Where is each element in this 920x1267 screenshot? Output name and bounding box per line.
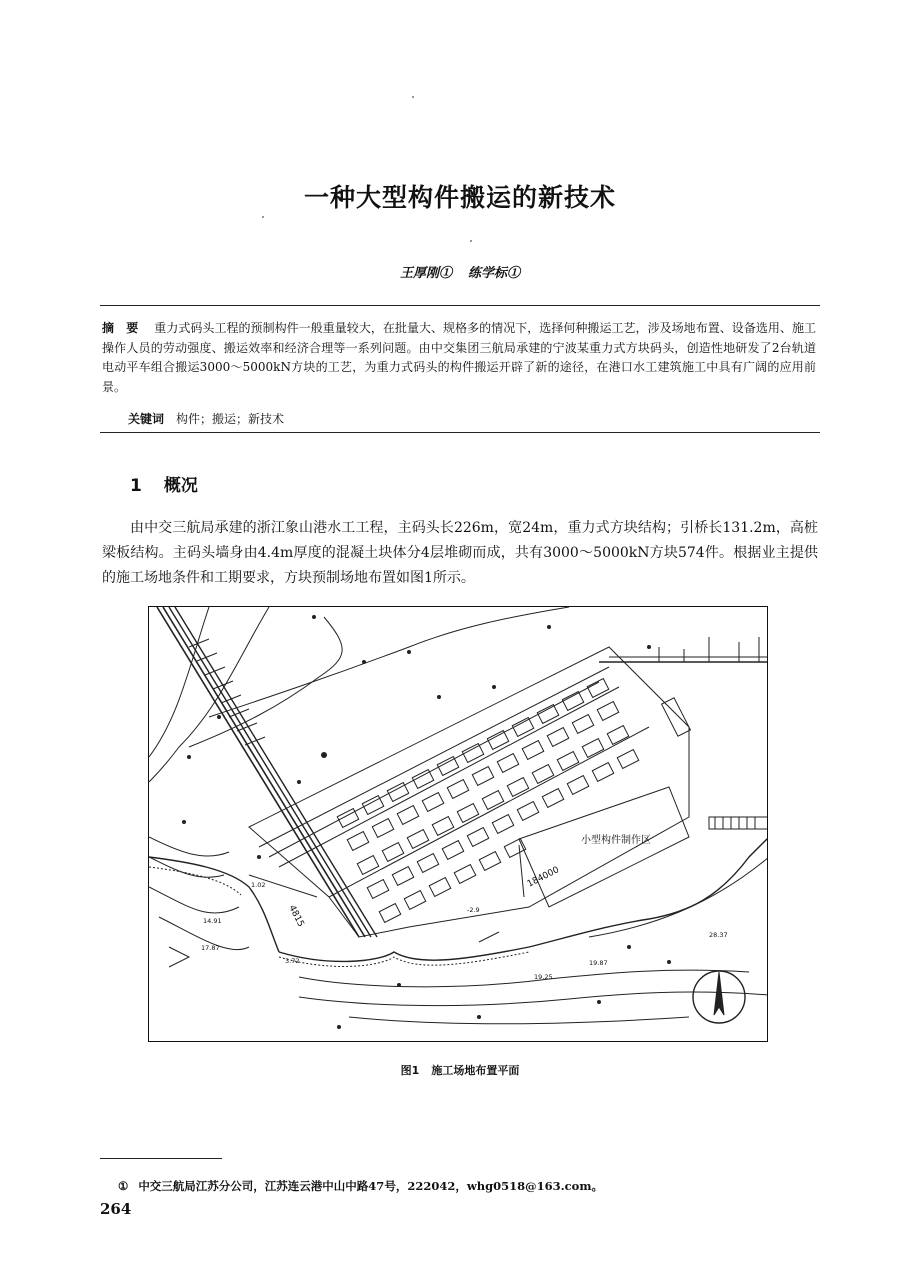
site-layout-drawing <box>149 607 768 1042</box>
footnote-mark: ① <box>118 1179 129 1193</box>
author-line <box>0 262 920 281</box>
elevation-1: 1.02 <box>251 881 266 889</box>
footnote-rule <box>100 1158 222 1159</box>
section-title: 概况 <box>163 476 198 496</box>
dimension-long: 184000 <box>525 865 561 890</box>
footnote-text: 中交三航局江苏分公司，江苏连云港中山中路47号，222042，whg0518@163.com。 <box>138 1179 603 1193</box>
scan-speck <box>262 216 264 218</box>
site-layout-figure <box>148 606 768 1042</box>
elevation-8: 19.87 <box>589 959 608 967</box>
elevation-2: 14.91 <box>203 917 222 925</box>
elevation-4: 3.72 <box>285 957 300 965</box>
abstract-bottom-rule <box>100 432 820 433</box>
scan-speck <box>412 96 414 98</box>
keywords <box>128 410 284 427</box>
elevation-3: 17.87 <box>201 944 220 952</box>
section-number: 1 <box>130 476 142 496</box>
author-1: 王厚刚① <box>399 266 452 281</box>
section-paragraph: 由中交三航局承建的浙江象山港水工工程，主码头长226m，宽24m，重力式方块结构；引桥长131.2m，高桩梁板结构。主码头墙身由4.4m厚度的混凝土块体分4层堆砌而成，共有3000～5000kN方块574件。根据业主提供的施工场地条件和工期要求，方块预制场地布置如图1所示。 <box>102 520 818 586</box>
elevation-6: 28.37 <box>709 931 728 939</box>
scan-speck <box>470 240 472 242</box>
keywords-label: 关键词 <box>128 412 165 426</box>
keywords-text: 构件；搬运；新技术 <box>176 412 285 426</box>
footnote <box>118 1178 603 1194</box>
figure-number: 图1 <box>400 1064 420 1077</box>
page-number: 264 <box>100 1200 132 1218</box>
abstract-label: 摘 要 <box>102 321 143 335</box>
elevation-5: -2.9 <box>467 906 480 914</box>
article-title: 一种大型构件搬运的新技术 <box>303 183 616 212</box>
figure-caption <box>0 1062 920 1078</box>
abstract <box>102 319 816 397</box>
small-component-area-label: 小型构件制作区 <box>581 835 651 846</box>
author-2: 练学标① <box>468 266 521 281</box>
elevation-7: 19.25 <box>534 973 553 981</box>
abstract-text: 重力式码头工程的预制构件一般重量较大，在批量大、规格多的情况下，选择何种搬运工艺，涉及场地布置、设备选用、施工操作人员的劳动强度、搬运效率和经济合理等一系列问题。由中交集团三航局承建的宁波某重力式方块码头，创造性地研发了2台轨道电动平车组合搬运3000～5000kN方块的工艺，为重力式码头的构件搬运开辟了新的途径，在港口水工建筑施工中具有广阔的应用前景。 <box>102 321 816 394</box>
dimension-short: 4815 <box>286 903 306 929</box>
figure-caption-text: 施工场地布置平面 <box>431 1064 520 1077</box>
section-heading <box>130 471 198 496</box>
abstract-top-rule <box>100 305 820 306</box>
